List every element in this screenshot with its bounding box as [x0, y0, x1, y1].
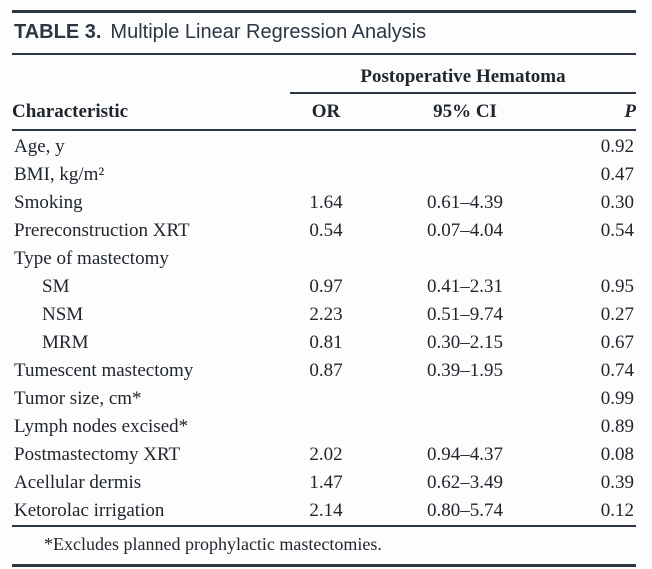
table-row	[12, 329, 636, 357]
cell-or: 1.64	[309, 192, 343, 213]
cell-or	[290, 130, 362, 161]
table-title	[12, 13, 636, 53]
col-header-characteristic: Characteristic	[12, 93, 290, 130]
cell-ci: 0.62–3.49	[427, 472, 503, 493]
table-row	[12, 385, 636, 413]
cell-ci	[362, 245, 568, 273]
span-header-row	[12, 55, 636, 93]
table-row-group-header	[12, 245, 636, 273]
column-header-row	[12, 93, 636, 130]
table-row	[12, 469, 636, 497]
table-row	[12, 189, 636, 217]
cell-characteristic: Postmastectomy XRT	[14, 444, 181, 465]
col-header-ci: 95% CI	[362, 93, 568, 130]
cell-p: 0.30	[600, 192, 635, 213]
cell-or: 0.81	[309, 332, 343, 353]
cell-ci: 0.94–4.37	[427, 444, 503, 465]
table-row	[12, 413, 636, 441]
table-title-text: Multiple Linear Regression Analysis	[110, 21, 427, 43]
cell-ci: 0.07–4.04	[427, 220, 503, 241]
cell-or: 2.14	[309, 500, 343, 521]
cell-p: 0.99	[600, 388, 635, 409]
cell-or: 2.02	[309, 444, 343, 465]
cell-p: 0.74	[600, 360, 635, 381]
cell-characteristic: Tumescent mastectomy	[14, 360, 194, 381]
bottom-rule	[12, 564, 636, 567]
footnote: *Excludes planned prophylactic mastectomies.	[12, 525, 636, 564]
cell-or	[290, 245, 362, 273]
cell-ci: 0.80–5.74	[427, 500, 503, 521]
cell-ci	[362, 413, 568, 441]
table-row	[12, 301, 636, 329]
cell-p: 0.47	[600, 164, 635, 185]
cell-or: 0.54	[309, 220, 343, 241]
cell-p: 0.12	[600, 500, 635, 521]
cell-ci	[362, 130, 568, 161]
cell-ci: 0.41–2.31	[427, 276, 503, 297]
span-header-spacer	[12, 55, 290, 93]
cell-or	[290, 413, 362, 441]
table-body	[12, 130, 636, 525]
cell-p: 0.27	[600, 304, 635, 325]
table-row	[12, 497, 636, 525]
cell-ci: 0.30–2.15	[427, 332, 503, 353]
cell-p: 0.89	[600, 416, 635, 437]
cell-characteristic: Tumor size, cm*	[14, 388, 142, 409]
cell-or	[290, 161, 362, 189]
cell-characteristic: NSM	[42, 304, 84, 325]
cell-p	[568, 245, 636, 273]
cell-or: 1.47	[309, 472, 343, 493]
cell-characteristic: Prereconstruction XRT	[14, 220, 190, 241]
cell-or: 0.87	[309, 360, 343, 381]
cell-characteristic: Smoking	[14, 192, 83, 213]
col-header-p: P	[568, 93, 636, 130]
cell-characteristic: Type of mastectomy	[14, 248, 169, 269]
cell-ci: 0.51–9.74	[427, 304, 503, 325]
cell-characteristic: Ketorolac irrigation	[14, 500, 165, 521]
cell-characteristic: BMI, kg/m²	[14, 164, 105, 185]
table-number-label: TABLE 3.	[14, 21, 102, 43]
table-row	[12, 273, 636, 301]
col-header-or: OR	[290, 93, 362, 130]
cell-or: 0.97	[309, 276, 343, 297]
table-row	[12, 357, 636, 385]
cell-p: 0.39	[600, 472, 635, 493]
cell-p: 0.92	[600, 136, 635, 157]
table-row	[12, 130, 636, 161]
table-row	[12, 217, 636, 245]
cell-characteristic: MRM	[42, 332, 89, 353]
cell-characteristic: Lymph nodes excised*	[14, 416, 189, 437]
cell-characteristic: Acellular dermis	[14, 472, 142, 493]
table-row	[12, 441, 636, 469]
cell-p: 0.95	[600, 276, 635, 297]
cell-ci: 0.61–4.39	[427, 192, 503, 213]
cell-ci	[362, 385, 568, 413]
cell-or	[290, 385, 362, 413]
regression-table	[12, 55, 636, 525]
cell-characteristic: Age, y	[14, 136, 65, 157]
cell-characteristic: SM	[42, 276, 70, 297]
cell-p: 0.54	[600, 220, 635, 241]
cell-ci	[362, 161, 568, 189]
cell-or: 2.23	[309, 304, 343, 325]
table-row	[12, 161, 636, 189]
cell-p: 0.67	[600, 332, 635, 353]
cell-ci: 0.39–1.95	[427, 360, 503, 381]
cell-p: 0.08	[600, 444, 635, 465]
span-header: Postoperative Hematoma	[290, 55, 636, 93]
